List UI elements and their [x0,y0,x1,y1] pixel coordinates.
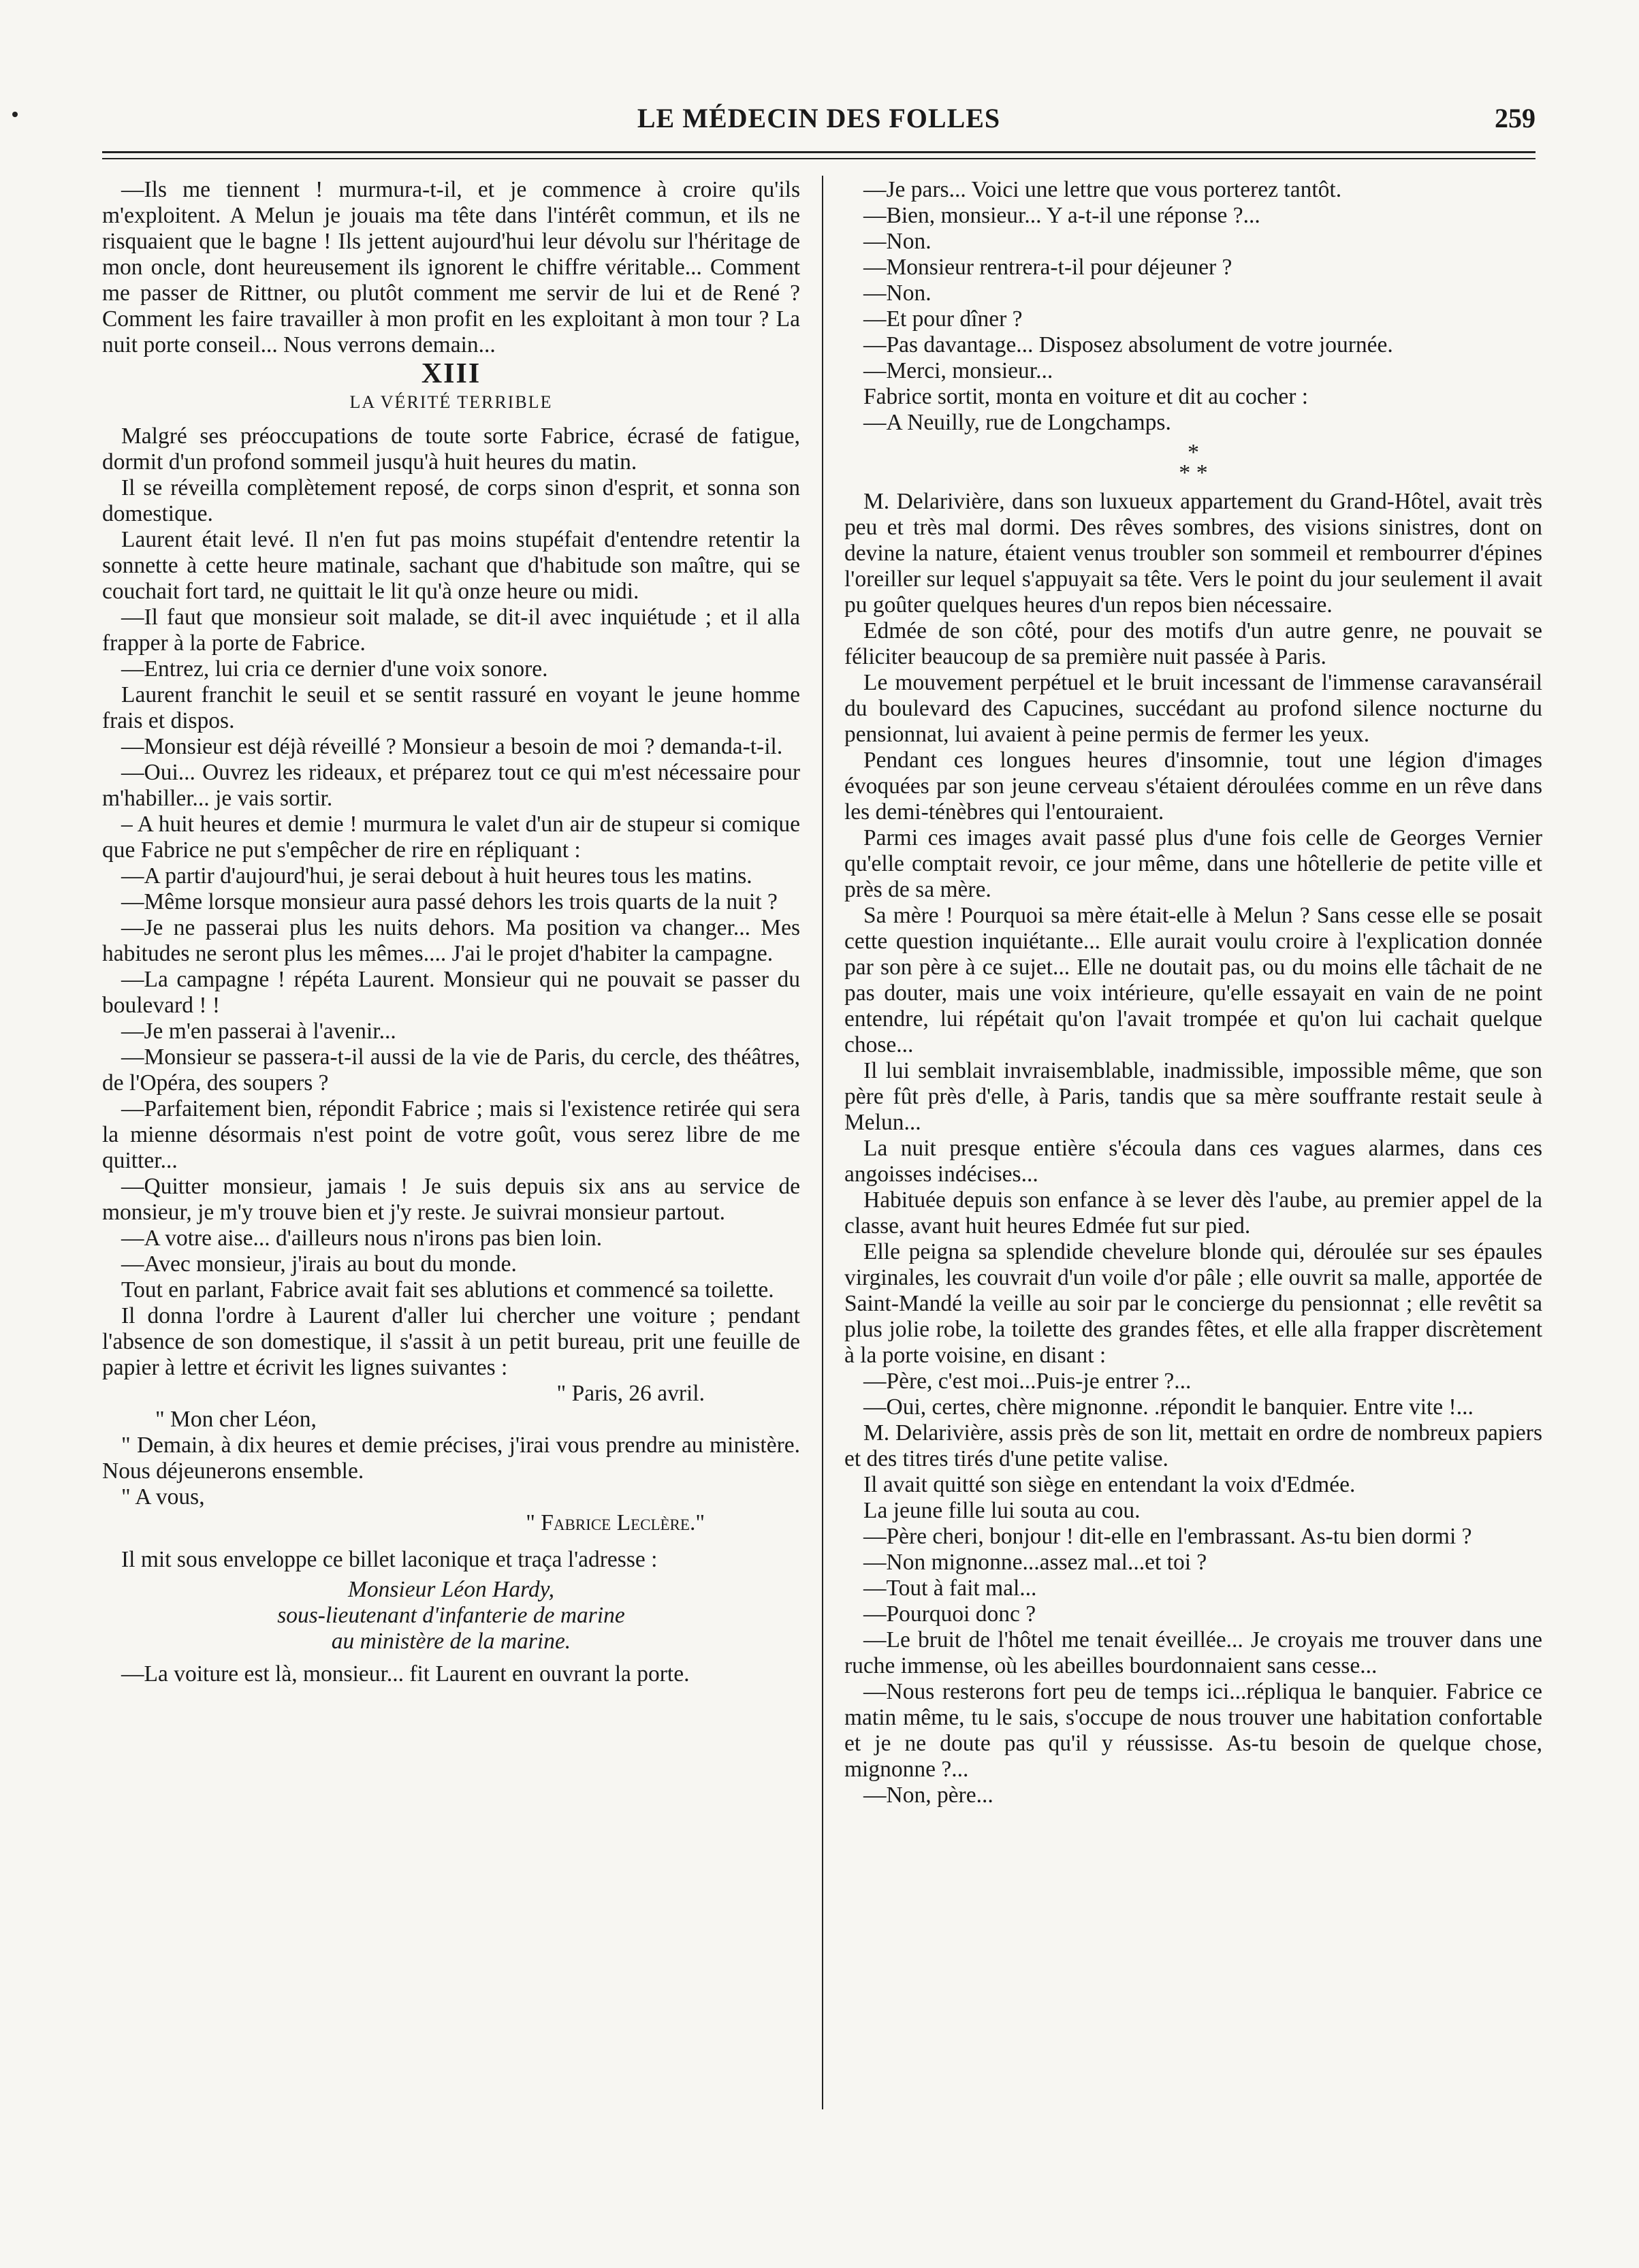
paragraph: Habituée depuis son enfance à se lever dès l'aube, au premier appel de la classe, avant huit heures Edmée fut sur pied. [844,1187,1542,1239]
paragraph: —Quitter monsieur, jamais ! Je suis depuis six ans au service de monsieur, je m'y trouve bien et j'y reste. Je suivrai monsieur partout. [102,1174,800,1225]
paragraph: —A partir d'aujourd'hui, je serai debout à huit heures tous les matins. [121,863,752,889]
header-rule-thin [102,158,1535,159]
paragraph: —Entrez, lui cria ce dernier d'une voix sonore. [121,656,548,682]
paragraph: —Père, c'est moi...Puis-je entrer ?... [863,1369,1192,1394]
paragraph: —Et pour dîner ? [863,306,1023,332]
paragraph: —Merci, monsieur... [863,358,1053,383]
paragraph: —Oui... Ouvrez les rideaux, et préparez tout ce qui m'est nécessaire pour m'habiller... je vais sortir. [102,760,800,811]
chapter-number: XIII [421,358,481,389]
paragraph: —Monsieur rentrera-t-il pour déjeuner ? [863,255,1232,280]
paragraph: Il lui semblait invraisemblable, inadmissible, impossible même, que son père fût près d'elle, à Paris, tandis que sa mère souffrante restait seule à Melun... [844,1058,1542,1135]
paragraph: —Oui, certes, chère mignonne. .répondit le banquier. Entre vite !... [863,1394,1474,1420]
paragraph: —Ils me tiennent ! murmura-t-il, et je commence à croire qu'ils m'exploitent. A Melun je jouais ma tête dans l'intérêt commun, et ils ne risquaient que le bagne ! Ils jettent aujourd'hui leur dévolu sur l'héritage de mon oncle, dont heureusement ils ignorent le chiffre véritable... Comment me passer de Rittner, ou plutôt comment me servir de lui et de René ? Comment les faire travailler à mon profit en les exploitant à mon tour ? La nuit porte conseil... Nous verrons demain... [102,177,800,357]
paragraph: —Même lorsque monsieur aura passé dehors les trois quarts de la nuit ? [121,889,778,914]
left-intro-paragraphs [102,177,800,358]
paragraph: M. Delarivière, assis près de son lit, mettait en ordre de nombreux papiers et des titres tirés d'une petite valise. [844,1420,1542,1471]
letter-signature: " Fabrice Leclère." [526,1510,705,1535]
running-title: LE MÉDECIN DES FOLLES [637,103,1001,133]
paragraph: Le mouvement perpétuel et le bruit incessant de l'immense caravansérail du boulevard des Capucines, succédant au profond silence nocturne du pensionnat, lui avaient à peine permis de fermer les yeux. [844,670,1542,747]
paragraph: —Monsieur est déjà réveillé ? Monsieur a besoin de moi ? demanda-t-il. [121,734,783,759]
paragraph: M. Delarivière, dans son luxueux appartement du Grand-Hôtel, avait très peu et très mal dormi. Des rêves sombres, des visions sinistres, dont on devine la nature, étaient venus troubler son sommeil et rembourrer d'épines l'oreiller sur lequel s'appuyait sa tête. Vers le point du jour seulement il avait pu goûter quelques heures d'un repos bien nécessaire. [844,489,1542,618]
paragraph: Elle peigna sa splendide chevelure blonde qui, déroulée sur ses épaules virginales, les couvrait d'un voile d'or pâle ; elle ouvrit sa malle, apportée de Saint-Mandé la veille au soir par le concierge du pensionnat ; elle revêtit sa plus jolie robe, la toilette des grandes fêtes, et elle alla frapper discrètement à la porte voisine, en disant : [844,1239,1542,1368]
asterism-bottom: * * [1179,460,1208,485]
paragraph: —Avec monsieur, j'irais au bout du monde. [121,1251,517,1277]
paragraph: —A Neuilly, rue de Longchamps. [863,410,1171,435]
paragraph: Tout en parlant, Fabrice avait fait ses ablutions et commencé sa toilette. [121,1277,774,1303]
print-speck [12,112,18,117]
paragraph: —Pourquoi donc ? [863,1601,1036,1627]
paragraph: —Monsieur se passera-t-il aussi de la vie de Paris, du cercle, des théâtres, de l'Opéra, des soupers ? [102,1044,800,1096]
paragraph: —Bien, monsieur... Y a-t-il une réponse ?... [863,203,1260,228]
section-asterism [844,440,1542,485]
paragraph: Il donna l'ordre à Laurent d'aller lui chercher une voiture ; pendant l'absence de son domestique, il s'assit à un petit bureau, prit une feuille de papier à lettre et écrivit les lignes suivantes : [102,1303,800,1380]
paragraph: —Nous resterons fort peu de temps ici...répliqua le banquier. Fabrice ce matin même, tu le sais, s'occupe de nous trouver une habitation confortable et je ne doute pas qu'il y réussisse. As-tu besoin de quelque chose, mignonne ?... [844,1679,1542,1782]
paragraph: —Pas davantage... Disposez absolument de votre journée. [863,332,1393,357]
column-divider [822,176,823,2109]
page-number: 259 [1495,103,1535,133]
letter-closing: " A vous, [121,1484,205,1510]
letter-date: " Paris, 26 avril. [556,1381,705,1406]
asterism-top: * [1188,440,1199,465]
paragraph: —Je pars... Voici une lettre que vous porterez tantôt. [863,177,1342,202]
paragraph: —Non. [863,229,932,254]
paragraph: —Non, père... [863,1783,993,1808]
address-line: sous-lieutenant d'infanterie de marine [277,1603,625,1628]
right-intro-paragraphs [844,177,1542,436]
page-header [102,102,1535,150]
paragraph: —Non. [863,281,932,306]
paragraph: La nuit presque entière s'écoula dans ces vagues alarmes, dans ces angoisses indécises... [844,1136,1542,1187]
paragraph: Edmée de son côté, pour des motifs d'un autre genre, ne pouvait se féliciter beaucoup de sa première nuit passée à Paris. [844,618,1542,669]
paragraph: —La campagne ! répéta Laurent. Monsieur qui ne pouvait se passer du boulevard ! ! [102,967,800,1018]
paragraph: —Père cheri, bonjour ! dit-elle en l'embrassant. As-tu bien dormi ? [863,1524,1472,1549]
paragraph: Laurent était levé. Il n'en fut pas moins stupéfait d'entendre retentir la sonnette à cette heure matinale, sachant que d'habitude son maître, qui se couchait fort tard, ne quittait le lit qu'à onze heure ou midi. [102,527,800,604]
right-paragraphs [844,489,1542,1808]
left-final-paragraph: —La voiture est là, monsieur... fit Laurent en ouvrant la porte. [121,1661,690,1687]
paragraph: —Je m'en passerai à l'avenir... [121,1019,396,1044]
envelope-address [102,1577,800,1655]
paragraph: – A huit heures et demie ! murmura le valet d'un air de stupeur si comique que Fabrice ne put s'empêcher de rire en répliquant : [102,812,800,863]
chapter-title: LA VÉRITÉ TERRIBLE [349,392,553,412]
paragraph: —A votre aise... d'ailleurs nous n'irons pas bien loin. [121,1226,603,1251]
paragraph: Il se réveilla complètement reposé, de corps sinon d'esprit, et sonna son domestique. [102,475,800,526]
address-line: Monsieur Léon Hardy, [347,1577,555,1602]
paragraph: Malgré ses préoccupations de toute sorte Fabrice, écrasé de fatigue, dormit d'un profond sommeil jusqu'à huit heures du matin. [102,424,800,475]
paragraph: —Je ne passerai plus les nuits dehors. Ma position va changer... Mes habitudes ne seront plus les mêmes.... J'ai le projet d'habiter la campagne. [102,915,800,966]
paragraph: —Non mignonne...assez mal...et toi ? [863,1550,1207,1575]
paragraph: Fabrice sortit, monta en voiture et dit au cocher : [863,384,1309,409]
paragraph: Pendant ces longues heures d'insomnie, tout une légion d'images évoquées par son jeune cerveau s'étaient déroulées comme en un rêve dans les demi-ténèbres qui l'entouraient. [844,748,1542,825]
left-paragraphs [102,424,800,1381]
paragraph: Laurent franchit le seuil et se sentit rassuré en voyant le jeune homme frais et dispos. [102,682,800,733]
left-column [102,177,800,1687]
paragraph: —Le bruit de l'hôtel me tenait éveillée... Je croyais me trouver dans une ruche immense, où les abeilles bourdonnaient sans cesse... [844,1627,1542,1678]
after-letter-text: Il mit sous enveloppe ce billet laconique et traça l'adresse : [121,1547,658,1572]
paragraph: Sa mère ! Pourquoi sa mère était-elle à Melun ? Sans cesse elle se posait cette question inquiétante... Elle aurait voulu croire à l'explication donnée par son père à ce sujet... Elle ne doutait pas, ou du moins elle tâchait de ne pas douter, mais une voix intérieure, qu'elle essayait en vain de ne point entendre, lui répétait qu'on l'avait trompée et qu'on lui cachait quelque chose... [844,903,1542,1057]
address-line: au ministère de la marine. [331,1629,571,1654]
right-column [844,177,1542,1808]
paragraph: —Parfaitement bien, répondit Fabrice ; mais si l'existence retirée qui sera la mienne désormais n'est point de votre goût, vous serez libre de me quitter... [102,1096,800,1173]
paragraph: La jeune fille lui souta au cou. [863,1498,1141,1523]
paragraph: —Tout à fait mal... [863,1576,1037,1601]
header-rule-thick [102,151,1535,153]
letter-body: " Demain, à dix heures et demie précises, j'irai vous prendre au ministère. Nous déjeunerons ensemble. [102,1433,800,1484]
paragraph: Il avait quitté son siège en entendant la voix d'Edmée. [863,1472,1356,1497]
letter-salutation: " Mon cher Léon, [155,1407,317,1432]
paragraph: Parmi ces images avait passé plus d'une fois celle de Georges Vernier qu'elle comptait revoir, ce jour même, dans une hôtellerie de petite ville et près de sa mère. [844,825,1542,902]
paragraph: —Il faut que monsieur soit malade, se dit-il avec inquiétude ; et il alla frapper à la porte de Fabrice. [102,605,800,656]
